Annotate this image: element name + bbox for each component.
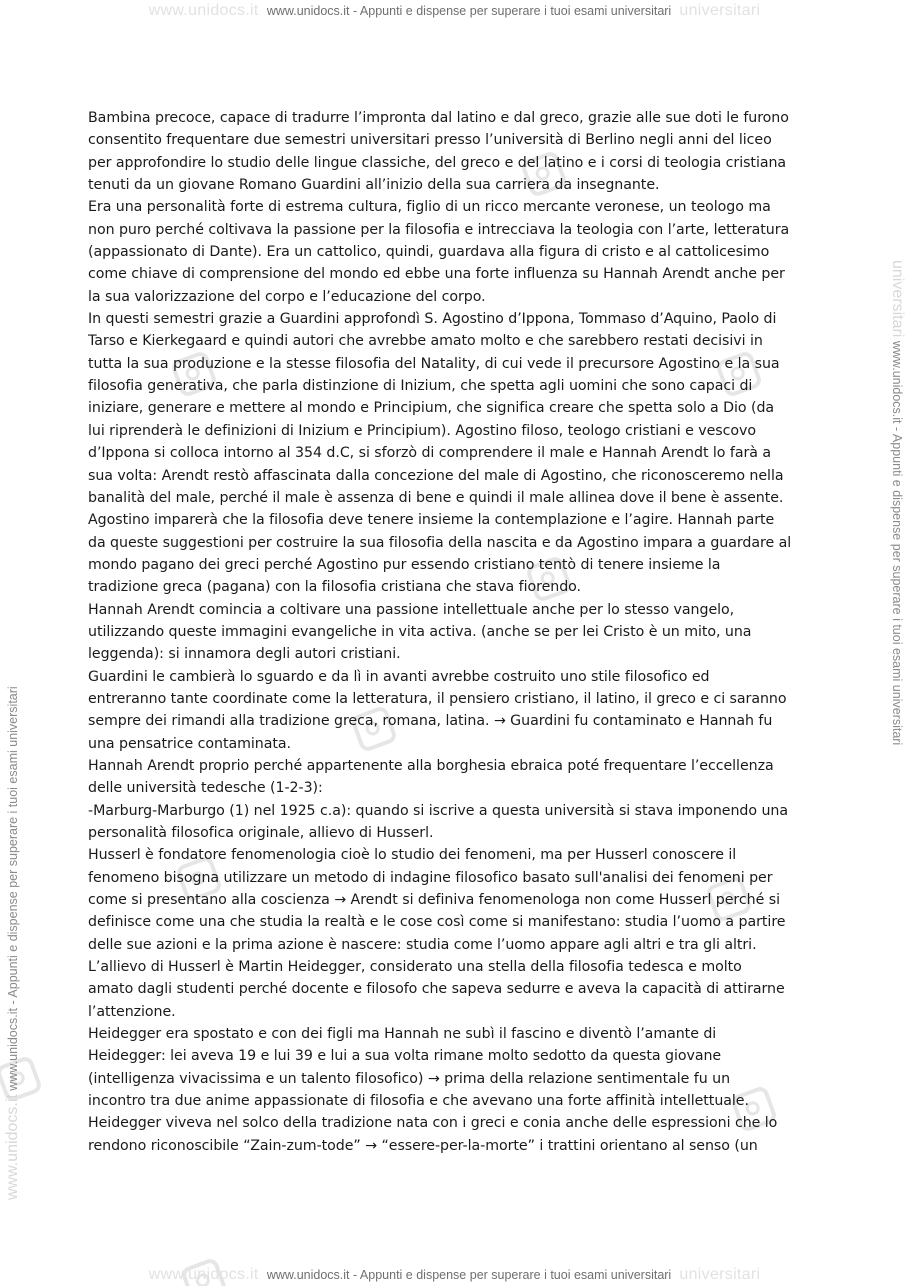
text-line: Husserl è fondatore fenomenologia cioè lo studio dei fenomeni, ma per Husserl conoscere il: [88, 847, 737, 864]
text-line: una pensatrice contaminata.: [88, 735, 291, 752]
watermark-tail-faint: universitari: [889, 260, 906, 338]
text-line: per approfondire lo studio delle lingue classiche, del greco e del latino e i corsi di teologia cristiana: [88, 154, 787, 171]
text-line: la sua valorizzazione del corpo e l’educazione del corpo.: [88, 288, 486, 305]
watermark-right-side: [888, 260, 906, 745]
text-line: da queste suggestioni per costruire la sua filosofia della nascita e da Agostino impara a guardare al: [88, 534, 792, 551]
text-line: personalità filosofica originale, allievo di Husserl.: [88, 825, 434, 841]
watermark-site-faint: www.unidocs.it: [148, 2, 259, 19]
text-line: Hannah Arendt proprio perché appartenente alla borghesia ebraica poté frequentare l’eccellenza: [88, 757, 774, 774]
text-line: amato dagli studenti perché docente e filosofo che sapeva sedurre e aveva la capacità di attirarne: [88, 981, 785, 998]
text-line: Guardini le cambierà lo sguardo e da lì in avanti avrebbe costruito uno stile filosofico ed: [88, 668, 710, 685]
text-line: leggenda): si innamora degli autori cristiani.: [88, 646, 401, 663]
watermark-header: [0, 2, 909, 24]
text-line: L’allievo di Husserl è Martin Heidegger, considerato una stella della filosofia tedesca e molto: [88, 959, 742, 976]
text-line: tradizione greca (pagana) con la filosofia cristiana che stava fiorendo.: [88, 579, 582, 596]
text-line: banalità del male, perché il male è assenza di bene e quindi il male allinea dove il bene è assente.: [88, 489, 784, 506]
text-line: mondo pagano dei greci perché Agostino pur essendo cristiano tentò di tenere insieme la: [88, 556, 721, 573]
text-line: utilizzando queste immagini evangeliche in vita activa. (anche se per lei Cristo è un mito, una: [88, 623, 752, 640]
text-line: fenomeno bisogna utilizzare un metodo di indagine filosofico basato sull'analisi dei fenomeni per: [88, 869, 773, 886]
watermark-tail-faint: universitari: [679, 1266, 761, 1283]
text-line: Hannah Arendt comincia a coltivare una passione intellettuale anche per lo stesso vangelo,: [88, 601, 735, 618]
watermark-band-text: www.unidocs.it - Appunti e dispense per superare i tuoi esami universitari: [6, 686, 20, 1091]
text-line: rendono riconoscibile “Zain-zum-tode” → “essere-per-la-morte” i trattini orientano al senso (un: [88, 1137, 758, 1154]
text-line: tenuti da un giovane Romano Guardini all’inizio della sua carriera da insegnante.: [88, 177, 660, 194]
text-line: Heidegger viveva nel solco della tradizione nata con i greci e conia anche delle espressioni che lo: [88, 1115, 778, 1132]
text-line: consentito frequentare due semestri universitari presso l’università di Berlino negli anni del liceo: [88, 132, 772, 149]
watermark-site-faint: www.unidocs.it: [148, 1266, 259, 1283]
text-line: come chiave di comprensione del mondo ed ebbe una forte influenza su Hannah Arendt anche per: [88, 266, 785, 283]
text-line: delle università tedesche (1-2-3):: [88, 780, 323, 797]
watermark-band-text: www.unidocs.it - Appunti e dispense per superare i tuoi esami universitari: [266, 1268, 672, 1282]
watermark-tail-faint: universitari: [679, 2, 761, 19]
text-line: Tarso e Kierkegaard e quindi autori che avrebbe amato molto e che sarebbero restati decisivi in: [88, 333, 763, 350]
watermark-band-text: www.unidocs.it - Appunti e dispense per superare i tuoi esami universitari: [266, 4, 672, 18]
text-line: (intelligenza vivacissima e un talento filosofico) → prima della relazione sentimentale fu un: [88, 1070, 731, 1087]
text-line: incontro tra due anime appassionate di filosofia e che avevano una forte affinità intellettuale.: [88, 1093, 749, 1110]
text-line: filosofia generativa, che parla distinzione di Inizium, che spetta agli uomini che sono capaci di: [88, 378, 753, 395]
text-line: Agostino imparerà che la filosofia deve tenere insieme la contemplazione e l’agire. Hannah parte: [88, 512, 775, 529]
text-line: (appassionato di Dante). Era un cattolico, quindi, guardava alla figura di cristo e al cattolicesimo: [88, 244, 770, 261]
document-body: [88, 107, 828, 1157]
watermark-site-faint: www.unidocs.it: [4, 1094, 21, 1200]
text-line: lui riprenderà le definizioni di Inizium e Principium). Agostino filoso, teologo cristiani e vescovo: [88, 422, 756, 439]
text-line: -Marburg-Marburgo (1) nel 1925 c.a): quando si iscrive a questa università si stava imponendo una: [88, 802, 788, 819]
watermark-footer: [0, 1266, 909, 1286]
text-line: iniziare, generare e mettere al mondo e Principium, che significa creare che spetta solo a Dio (da: [88, 400, 775, 417]
text-line: entreranno tante coordinate come la letteratura, il pensiero cristiano, il latino, il greco e ci saranno: [88, 690, 787, 707]
watermark-left-side: [4, 686, 22, 1200]
text-line: Heidegger: lei aveva 19 e lui 39 e lui a sua volta rimane molto sedotto da questa giovane: [88, 1048, 722, 1065]
text-line: tutta la sua produzione e la stesse filosofia del Natality, di cui vede il precursore Agostino e la sua: [88, 355, 780, 372]
text-line: Bambina precoce, capace di tradurre l’impronta dal latino e dal greco, grazie alle sue doti le furono: [88, 110, 789, 126]
text-line: Heidegger era spostato e con dei figli ma Hannah ne subì il fascino e diventò l’amante di: [88, 1026, 717, 1043]
text-line: come si presentano alla coscienza → Arendt si definiva fenomenologa non come Husserl perché si: [88, 892, 780, 909]
text-line: delle sue azioni e la prima azione è nascere: studia come l’uomo appare agli altri e tra gli altri.: [88, 936, 757, 953]
watermark-band-text: www.unidocs.it - Appunti e dispense per superare i tuoi esami universitari: [890, 340, 904, 746]
text-line: definisce come una che studia la realtà e le cose così come si manifestano: studia l’uomo a partire: [88, 914, 786, 931]
text-line: In questi semestri grazie a Guardini approfondì S. Agostino d’Ippona, Tommaso d’Aquino, Paolo di: [88, 311, 777, 328]
text-line: d’Ippona si colloca intorno al 354 d.C, si sforzò di comprendere il male e Hannah Arendt lo farà a: [88, 445, 772, 462]
text-line: l’attenzione.: [88, 1003, 176, 1020]
text-line: Era una personalità forte di estrema cultura, figlio di un ricco mercante veronese, un teologo ma: [88, 199, 771, 216]
text-line: sempre dei rimandi alla tradizione greca, romana, latina. → Guardini fu contaminato e Hannah fu: [88, 713, 773, 730]
text-line: non puro perché coltivava la passione per la filosofia e intrecciava la teologia con l’arte, letteratura: [88, 221, 790, 238]
text-line: sua volta: Arendt restò affascinata dalla concezione del male di Agostino, che riconosceremo nella: [88, 467, 784, 484]
